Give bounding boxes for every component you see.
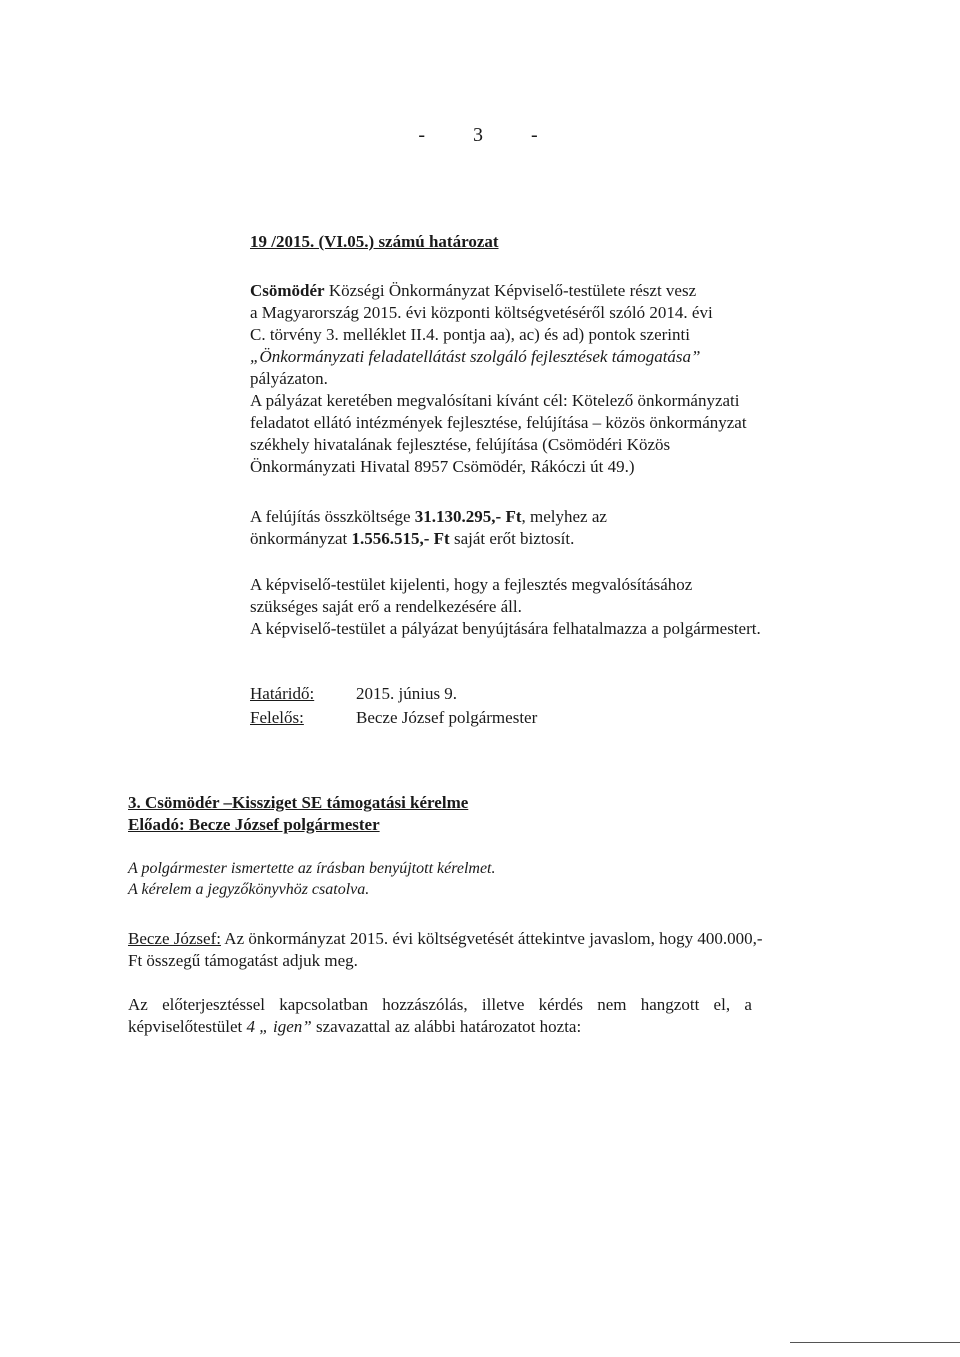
speech-line: Ft összegű támogatást adjuk meg. [128,951,358,970]
section3-title: 3. Csömödér –Kissziget SE támogatási kérelme [128,793,469,812]
resolution-body [250,280,860,478]
cost-paragraph [250,506,860,550]
total-cost-value: 31.130.295,- Ft [414,507,522,526]
section3-intro [128,858,496,900]
resolution-line: Csömödér Községi Önkormányzat Képviselő-testülete részt vesz [250,281,697,300]
own-share-line: önkormányzat 1.556.515,- Ft saját erőt biztosít. [250,529,575,548]
deadline-value: 2015. június 9. [356,684,458,703]
resolution-line: C. törvény 3. melléklet II.4. pontja aa), ac) és ad) pontok szerinti [250,325,690,344]
own-share-value: 1.556.515,- Ft [351,529,450,548]
resolution-line: székhely hivatalának fejlesztése, felújítása (Csömödéri Közös [250,435,671,454]
resolution-heading: 19 /2015. (VI.05.) számú határozat [250,232,499,251]
section3-heading [128,792,468,836]
deadline-label: Határidő: [250,684,315,703]
page-dash-left: - [418,124,429,146]
vote-paragraph [128,994,858,1038]
declaration-line: A képviselő-testület a pályázat benyújtására felhatalmazza a polgármestert. [250,619,761,638]
resolution-line: a Magyarország 2015. évi központi költségvetéséről szóló 2014. évi [250,303,713,322]
page-number [0,124,960,147]
responsible-value: Becze József polgármester [356,708,538,727]
vote-count: 4 „ igen” [246,1017,312,1036]
resolution-line: pályázaton. [250,369,328,388]
section3-presenter: Előadó: Becze József polgármester [128,815,380,834]
declaration-line: szükséges saját erő a rendelkezésére áll. [250,597,522,616]
total-cost-line: A felújítás összköltsége 31.130.295,- Ft, melyhez az [250,507,607,526]
deadline-row [250,682,537,706]
intro-line: A polgármester ismertette az írásban benyújtott kérelmet. [128,860,496,877]
resolution-line: feladatot ellátó intézmények fejlesztése, felújítása – közös önkormányzat [250,413,747,432]
speaker-name: Becze József: [128,929,221,948]
village-name: Csömödér [250,281,325,300]
speech-line: Becze József: Az önkormányzat 2015. évi költségvetését áttekintve javaslom, hogy 400.000,- [128,929,763,948]
resolution-line: A pályázat keretében megvalósítani kívánt cél: Kötelező önkormányzati [250,391,740,410]
speech-paragraph [128,928,858,972]
page-number-value: 3 [473,124,487,146]
deadline-block [250,682,537,730]
declaration-line: A képviselő-testület kijelenti, hogy a fejlesztés megvalósításához [250,575,693,594]
declaration-paragraph [250,574,870,640]
vote-line: képviselőtestület 4 „ igen” szavazattal az alábbi határozatot hozta: [128,1017,582,1036]
page-edge-line [790,1342,960,1343]
intro-line: A kérelem a jegyzőkönyvhöz csatolva. [128,881,370,898]
resolution-line: Önkormányzati Hivatal 8957 Csömödér, Rákóczi út 49.) [250,457,635,476]
program-title: „Önkormányzati feladatellátást szolgáló fejlesztések támogatása” [250,347,701,366]
responsible-label: Felelős: [250,708,304,727]
page-dash-right: - [531,124,542,146]
vote-line: Az előterjesztéssel kapcsolatban hozzászólás, illetve kérdés nem hangzott el, a [128,995,752,1014]
responsible-row [250,706,537,730]
